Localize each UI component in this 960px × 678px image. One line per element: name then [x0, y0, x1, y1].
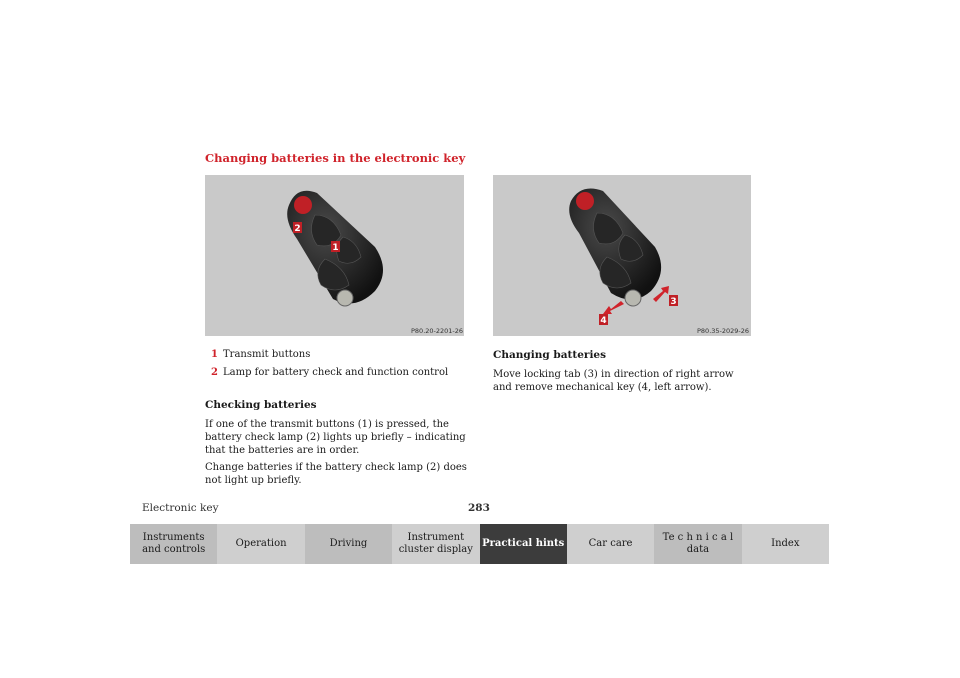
right-arrow-icon [653, 286, 669, 302]
figure-key-buttons [205, 175, 464, 336]
lock-button-icon [576, 192, 594, 210]
figure-code: P80.35-2029-26 [697, 327, 750, 335]
checking-paragraph-2: Change batteries if the battery check lamp (2) does not light up briefly. [205, 462, 467, 486]
checking-heading: Checking batteries [205, 399, 317, 411]
footer-section-name: Electronic key [142, 502, 219, 514]
callout-4-label: 4 [600, 316, 607, 326]
legend-text: Transmit buttons [223, 349, 311, 360]
legend-item [211, 367, 448, 378]
legend-number: 1 [211, 349, 218, 360]
mechanical-key-head [337, 290, 353, 306]
figure-code: P80.20-2201-26 [411, 327, 464, 335]
page-number: 283 [468, 502, 490, 514]
tab-practical-hints[interactable]: Practical hints [480, 524, 567, 564]
legend-text: Lamp for battery check and function control [223, 367, 449, 378]
callout-1-label: 1 [332, 243, 339, 253]
tab-operation[interactable]: Operation [217, 524, 304, 564]
callout-3-label: 3 [670, 297, 677, 307]
tab-instruments-and-controls[interactable]: Instruments and controls [130, 524, 217, 564]
callout-2-label: 2 [294, 224, 301, 234]
legend-number: 2 [211, 367, 218, 378]
mechanical-key-head [625, 290, 641, 306]
legend-item [211, 349, 310, 360]
tab-instrument-cluster-display[interactable]: Instrument cluster display [392, 524, 479, 564]
tab-driving[interactable]: Driving [305, 524, 392, 564]
chapter-tabs [130, 524, 829, 564]
section-title: Changing batteries in the electronic key [205, 151, 466, 165]
lock-button-icon [294, 196, 312, 214]
checking-paragraph-1: If one of the transmit buttons (1) is pressed, the battery check lamp (2) lights up briefly – indicating that the batteries are in order. [205, 419, 466, 456]
changing-heading: Changing batteries [493, 349, 607, 361]
left-arrow-icon [603, 301, 624, 314]
changing-paragraph-1: Move locking tab (3) in direction of right arrow and remove mechanical key (4, left arrow). [493, 369, 734, 393]
electronic-key-illustration [493, 175, 751, 336]
tab-index[interactable]: Index [742, 524, 829, 564]
electronic-key-illustration [205, 175, 464, 336]
figure-key-battery [493, 175, 751, 336]
tab-technical-data[interactable]: Te c h n i c a l data [654, 524, 741, 564]
tab-car-care[interactable]: Car care [567, 524, 654, 564]
